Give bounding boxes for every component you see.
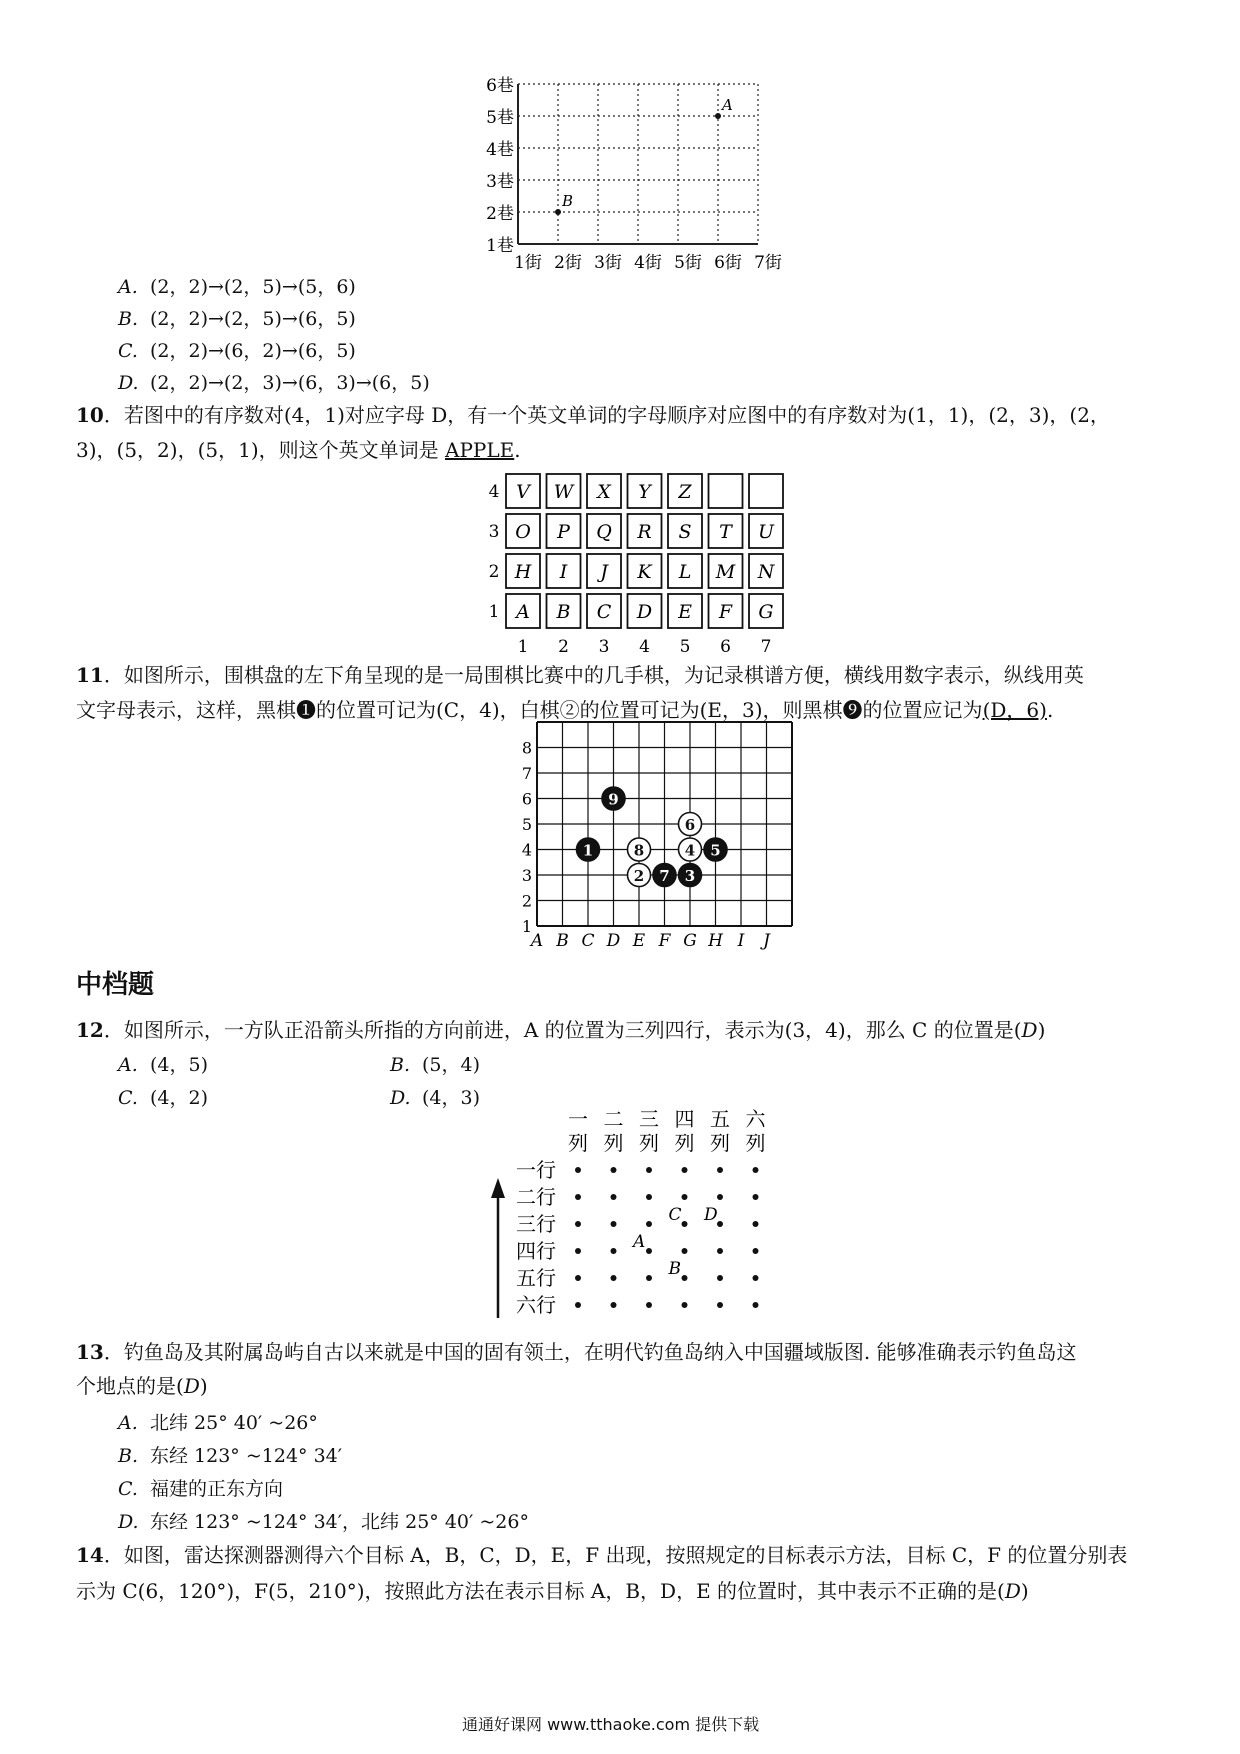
formation-point-label: D (704, 1205, 718, 1225)
lane-label: 2巷 (486, 204, 514, 224)
board-col-label: I (737, 931, 745, 950)
q12-option-a: A. (4，5) (118, 1054, 209, 1076)
letter-cell-text: Z (678, 481, 692, 503)
board-row-label: 3 (521, 866, 532, 885)
column-label: 四 (674, 1107, 695, 1131)
letter-cell-text: Q (596, 521, 612, 543)
q13-option-d: D. 东经 123° ~124° 34′，北纬 25° 40′ ~26° (118, 1511, 529, 1533)
soldier-dot (611, 1275, 617, 1281)
stone-number: 1 (582, 841, 594, 860)
board-col-label: J (763, 931, 770, 950)
soldier-dot (682, 1275, 688, 1281)
board-row-label: 5 (521, 815, 532, 834)
column-label-suffix: 列 (568, 1131, 588, 1155)
board-col-label: G (683, 931, 697, 950)
street-label: 5街 (674, 253, 702, 273)
letter-cell-text: Y (638, 481, 651, 503)
soldier-dot (646, 1302, 652, 1308)
letter-grid-row-label: 2 (488, 562, 500, 582)
soldier-dot (753, 1248, 759, 1254)
question-number: 10 (76, 403, 104, 427)
q10-line2: 3)，(5，2)，(5，1)，则这个英文单词是 APPLE. (76, 438, 521, 462)
q10-line1: 10．若图中的有序数对(4，1)对应字母 D，有一个英文单词的字母顺序对应图中的有序数对为(1，1)，(2，3)，(2， (76, 403, 1110, 427)
column-label: 五 (710, 1107, 730, 1131)
board-col-label: E (632, 931, 646, 950)
soldier-dot (611, 1221, 617, 1227)
soldier-dot (575, 1275, 581, 1281)
q10-answer: APPLE (445, 438, 515, 462)
letter-cell-text: D (636, 601, 653, 623)
soldier-dot (646, 1275, 652, 1281)
street-label: 2街 (554, 253, 582, 273)
board-col-label: D (606, 931, 621, 950)
letter-grid-col-label: 7 (760, 637, 772, 657)
column-label-suffix: 列 (674, 1131, 695, 1155)
letter-grid-col-label: 4 (639, 637, 650, 657)
lane-label: 5巷 (486, 108, 514, 128)
stone-number: 5 (710, 841, 721, 860)
row-label: 六行 (516, 1293, 556, 1317)
letter-cell-text: M (715, 561, 736, 583)
soldier-dot (753, 1167, 759, 1173)
board-row-label: 2 (521, 891, 532, 911)
letter-cell (749, 474, 783, 508)
soldier-dot (611, 1248, 617, 1254)
q13-line1: 13．钓鱼岛及其附属岛屿自古以来就是中国的固有领土，在明代钓鱼岛纳入中国疆域版图. 能够准确表示钓鱼岛这 (76, 1340, 1077, 1364)
grid-point-label: B (562, 192, 574, 210)
column-label: 三 (639, 1107, 659, 1131)
letter-cell-text: N (757, 561, 775, 583)
stone-number: 2 (633, 867, 645, 885)
soldier-dot (753, 1221, 759, 1227)
letter-cell-text: E (678, 601, 692, 623)
soldier-dot (682, 1302, 688, 1308)
soldier-dot (646, 1167, 652, 1173)
letter-grid-col-label: 5 (679, 637, 691, 657)
letter-grid-col-label: 6 (720, 637, 731, 657)
grid-point-label: A (722, 96, 733, 114)
letter-cell-text: W (553, 481, 574, 503)
column-label-suffix: 列 (745, 1131, 766, 1155)
soldier-dot (717, 1248, 723, 1254)
question-number: 12 (76, 1018, 104, 1042)
board-row-label: 1 (521, 917, 532, 936)
q12-option-c: C. (4，2) (118, 1087, 209, 1109)
formation-diagram (480, 1106, 810, 1336)
q13-option-b: B. 东经 123° ~124° 34′ (118, 1445, 343, 1467)
letter-grid-row-label: 1 (488, 602, 500, 622)
question-number: 14 (76, 1543, 104, 1567)
street-label: 4街 (634, 253, 662, 273)
soldier-dot (717, 1194, 723, 1200)
q13-line2: 个地点的是(D) (76, 1374, 208, 1398)
letter-grid-col-label: 2 (558, 637, 569, 657)
row-label: 三行 (516, 1212, 556, 1236)
soldier-dot (611, 1167, 617, 1173)
q11-answer: (D，6) (982, 698, 1047, 722)
soldier-dot (682, 1221, 688, 1227)
grid-point (715, 113, 721, 119)
column-label: 一 (568, 1107, 588, 1131)
street-grid-map (470, 70, 820, 280)
question-number: 13 (76, 1340, 104, 1364)
stone-number: 8 (633, 841, 645, 860)
column-label-suffix: 列 (710, 1131, 730, 1155)
soldier-dot (646, 1194, 652, 1200)
street-label: 7街 (754, 253, 782, 273)
letter-cell-text: V (516, 481, 530, 503)
footer-source: 通通好课网 www.tthaoke.com 提供下载 (462, 1715, 760, 1734)
stone-number: 9 (608, 790, 619, 809)
soldier-dot (753, 1275, 759, 1281)
soldier-dot (717, 1221, 723, 1227)
soldier-dot (646, 1221, 652, 1227)
letter-grid-col-label: 1 (517, 637, 529, 657)
row-label: 二行 (516, 1185, 556, 1209)
letter-cell-text: R (637, 521, 652, 543)
lane-label: 1巷 (486, 236, 514, 256)
q9-option-b: B. (2，2)→(2，5)→(6，5) (118, 308, 356, 330)
street-label: 3街 (594, 253, 622, 273)
q9-option-a: A. (2，2)→(2，5)→(5，6) (118, 276, 356, 298)
street-label: 1街 (514, 253, 542, 273)
q12-answer: D (1021, 1018, 1038, 1042)
letter-cell-text: S (678, 521, 692, 543)
letter-cell-text: P (557, 521, 570, 543)
board-col-label: H (708, 931, 723, 950)
letter-cell (709, 474, 743, 508)
letter-cell-text: U (757, 521, 775, 543)
stone-number: 4 (684, 841, 696, 860)
row-label: 一行 (516, 1158, 556, 1182)
board-row-label: 8 (521, 738, 532, 758)
q14-answer: D (1004, 1579, 1021, 1603)
letter-cell-text: H (514, 561, 532, 583)
q9-option-c: C. (2，2)→(6，2)→(6，5) (118, 340, 356, 362)
lane-label: 3巷 (486, 172, 514, 192)
q9-option-d: D. (2，2)→(2，3)→(6，3)→(6，5) (118, 372, 430, 394)
soldier-dot (682, 1194, 688, 1200)
board-col-label: A (530, 931, 544, 950)
column-label: 二 (603, 1107, 624, 1131)
q12-option-d: D. (4，3) (390, 1087, 481, 1109)
column-label-suffix: 列 (603, 1131, 624, 1155)
q11-line1: 11．如图所示，围棋盘的左下角呈现的是一局围棋比赛中的几手棋，为记录棋谱方便，横线用数字表示，纵线用英 (76, 663, 1084, 687)
section-title: 中档题 (76, 970, 155, 1000)
grid-point (555, 209, 561, 215)
row-label: 四行 (516, 1239, 556, 1263)
soldier-dot (717, 1302, 723, 1308)
stone-number: 3 (684, 867, 696, 885)
arrow-head-icon (491, 1178, 505, 1198)
soldier-dot (682, 1248, 688, 1254)
formation-point-label: C (668, 1205, 682, 1225)
stone-number: 7 (659, 867, 670, 885)
soldier-dot (717, 1167, 723, 1173)
column-label-suffix: 列 (639, 1131, 659, 1155)
column-label: 六 (745, 1107, 766, 1131)
letter-cell-text: T (719, 521, 732, 543)
soldier-dot (575, 1167, 581, 1173)
letter-cell-text: I (559, 561, 568, 583)
board-col-label: F (658, 931, 671, 950)
formation-point-label: A (633, 1232, 646, 1252)
soldier-dot (611, 1302, 617, 1308)
soldier-dot (611, 1194, 617, 1200)
q13-option-a: A. 北纬 25° 40′ ~26° (118, 1412, 318, 1434)
board-row-label: 7 (521, 764, 532, 783)
lane-label: 4巷 (486, 140, 514, 160)
soldier-dot (753, 1194, 759, 1200)
letter-grid-row-label: 4 (488, 482, 500, 502)
board-row-label: 4 (521, 840, 532, 860)
q12-option-b: B. (5，4) (390, 1054, 481, 1076)
soldier-dot (717, 1275, 723, 1281)
soldier-dot (575, 1221, 581, 1227)
lane-label: 6巷 (486, 76, 514, 96)
letter-grid (482, 468, 802, 658)
q12-line1: 12．如图所示，一方队正沿箭头所指的方向前进，A 的位置为三列四行，表示为(3，4)，那么 C 的位置是(D) (76, 1018, 1046, 1042)
letter-cell-text: J (600, 561, 608, 583)
letter-cell-text: A (516, 601, 530, 623)
letter-grid-row-label: 3 (488, 522, 500, 542)
soldier-dot (753, 1302, 759, 1308)
q14-line2: 示为 C(6，120°)，F(5，210°)，按照此方法在表示目标 A，B，D，E 的位置时，其中表示不正确的是(D) (76, 1579, 1029, 1603)
row-label: 五行 (516, 1266, 556, 1290)
soldier-dot (646, 1248, 652, 1254)
street-label: 6街 (714, 253, 742, 273)
go-board (515, 718, 815, 950)
letter-cell-text: K (637, 561, 652, 583)
letter-cell-text: G (758, 601, 774, 623)
stone-number: 6 (684, 816, 696, 834)
q11-line2: 文字母表示，这样，黑棋❶的位置可记为(C，4)，白棋②的位置可记为(E，3)，则黑棋❾的位置应记为(D，6). (76, 698, 1054, 722)
board-col-label: C (581, 931, 595, 950)
letter-grid-col-label: 3 (598, 637, 610, 657)
letter-cell-text: B (556, 601, 571, 623)
letter-cell-text: O (515, 521, 531, 543)
q14-line1: 14．如图，雷达探测器测得六个目标 A，B，C，D，E，F 出现，按照规定的目标表示方法，目标 C，F 的位置分别表 (76, 1543, 1128, 1567)
q13-option-c: C. 福建的正东方向 (118, 1478, 284, 1500)
letter-cell-text: L (678, 561, 692, 583)
letter-cell-text: F (718, 601, 733, 623)
soldier-dot (575, 1302, 581, 1308)
question-number: 11 (76, 663, 104, 687)
q13-answer: D (183, 1374, 200, 1398)
board-col-label: B (556, 931, 569, 950)
board-row-label: 6 (521, 789, 532, 809)
soldier-dot (575, 1194, 581, 1200)
soldier-dot (575, 1248, 581, 1254)
formation-point-label: B (668, 1259, 681, 1279)
letter-cell-text: X (597, 481, 611, 503)
letter-cell-text: C (596, 601, 612, 623)
soldier-dot (682, 1167, 688, 1173)
